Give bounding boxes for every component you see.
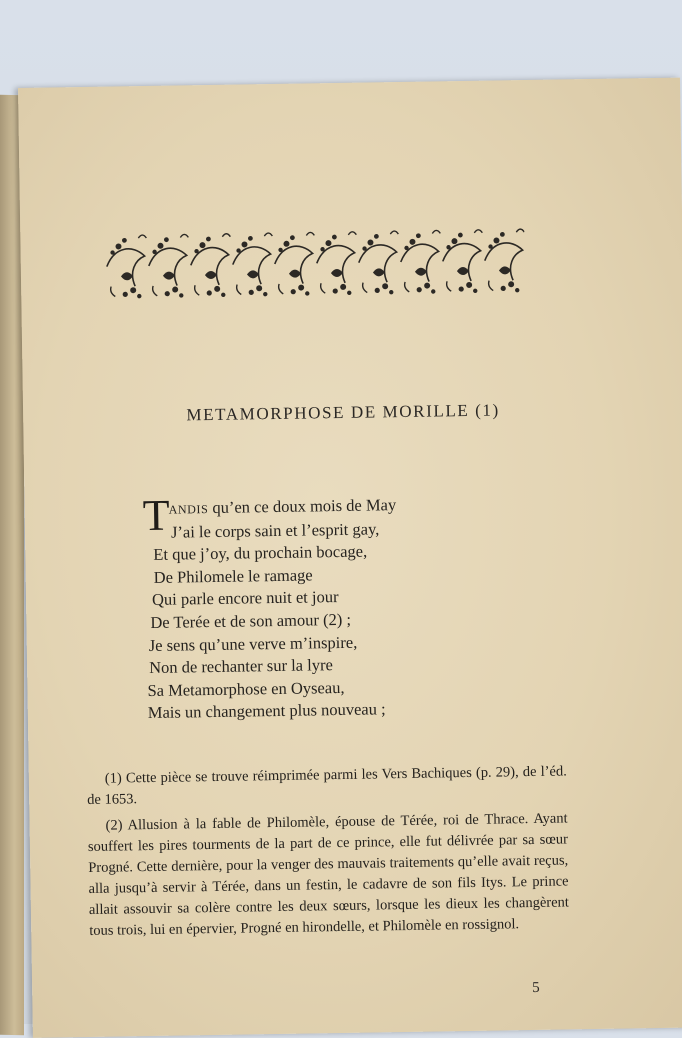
- footnote-1: (1) Cette pièce se trouve réimprimée parmi les Vers Bachiques (p. 29), de l’éd. de 1653.: [87, 763, 567, 808]
- poem-line-5: Qui parle encore nuit et jour: [151, 587, 339, 610]
- poem-line-2: J’ai le corps sain et l’esprit gay,: [170, 518, 380, 542]
- book-page: [18, 78, 682, 1038]
- poem-line-10: Mais un changement plus nouveau ;: [147, 699, 386, 723]
- drop-cap: T: [142, 490, 171, 541]
- poem-line-3: Et que j’oy, du prochain bocage,: [153, 541, 368, 565]
- page-number: 5: [532, 979, 540, 997]
- poem-title: METAMORPHOSE DE MORILLE (1): [186, 400, 500, 425]
- footnote-2: (2) Allusion à la fable de Philomèle, épouse de Térée, roi de Thrace. Ayant souffert les pires tourments de la part de ce prince, elle fut délivrée par sa sœur Progné. Cette dernière, pour la venger des mauvais traitements qu’elle avait reçus, alla jusqu’à servir à Térée, dans un festin, le cadavre de son fils Itys. Le prince allait assouvir sa colère contre les deux sœurs, lorsque les dieux les changèrent tous trois, lui en épervier, Progné en hirondelle, et Philomèle en rossignol.: [87, 810, 569, 939]
- poem: [144, 491, 568, 725]
- poem-line-9: Sa Metamorphose en Oyseau,: [147, 677, 345, 700]
- poem-line-4: De Philomele le ramage: [153, 565, 313, 587]
- first-word-smallcaps: ANDIS: [168, 502, 209, 517]
- poem-line-7: Je sens qu’une verve m’inspire,: [148, 632, 358, 655]
- poem-line-8: Non de rechanter sur la lyre: [148, 655, 333, 678]
- floral-vine-ornament-icon: [104, 220, 525, 307]
- footnotes: [87, 761, 570, 947]
- first-line-rest: qu’en ce doux mois de May: [208, 495, 397, 518]
- poem-line-6: De Terée et de son amour (2) ;: [150, 609, 352, 632]
